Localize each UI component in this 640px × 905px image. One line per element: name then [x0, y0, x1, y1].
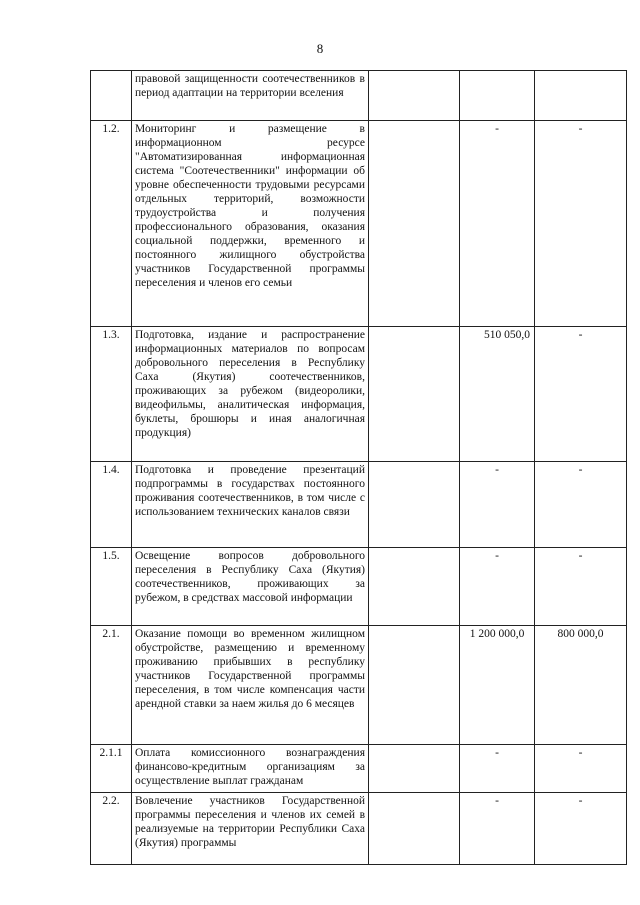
value-cell-1: -: [460, 462, 535, 548]
activity-description-cell: Мониторинг и размещение в информационном ресурсе "Автоматизированная информационная система "Соотечественники" информации об уровне обеспеченности трудовыми ресурсами отдельных территорий, возможности трудоустройства и получения профессионального образования, оказания социальной поддержки, временного и постоянного жилищного обустройства участников Государственной программы переселения и членов его семьи: [132, 121, 369, 327]
row-number-cell: 2.1.: [91, 626, 132, 745]
empty-cell: [369, 462, 460, 548]
table-row: [91, 71, 627, 121]
table-row: [91, 626, 627, 745]
table-row: [91, 121, 627, 327]
value-cell-1: -: [460, 548, 535, 626]
value-cell-1: -: [460, 121, 535, 327]
activity-description-cell: Подготовка и проведение презентаций подпрограммы в государствах постоянного проживания соотечественников, в том числе с использованием технических каналов связи: [132, 462, 369, 548]
row-number-cell: 1.4.: [91, 462, 132, 548]
activity-description-cell: Освещение вопросов добровольного переселения в Республику Саха (Якутия) соотечественников, проживающих за рубежом, в средствах массовой информации: [132, 548, 369, 626]
table-row: [91, 745, 627, 793]
value-cell-2: 800 000,0: [535, 626, 627, 745]
activity-description-cell: Оказание помощи во временном жилищном обустройстве, размещению и временному проживанию прибывших в республику участников Государственной программы переселения, в том числе компенсация части арендной ставки за наем жилья до 6 месяцев: [132, 626, 369, 745]
empty-cell: [369, 745, 460, 793]
activity-description-cell: Оплата комиссионного вознаграждения финансово-кредитным организациям за осуществление выплат гражданам: [132, 745, 369, 793]
value-cell-1: [460, 71, 535, 121]
activity-description-cell: правовой защищенности соотечественников в период адаптации на территории вселения: [132, 71, 369, 121]
table-row: [91, 548, 627, 626]
program-activities-table: [90, 70, 627, 865]
value-cell-1: -: [460, 793, 535, 865]
value-cell-2: [535, 71, 627, 121]
row-number-cell: 2.2.: [91, 793, 132, 865]
value-cell-2: -: [535, 793, 627, 865]
table-row: [91, 462, 627, 548]
table-row: [91, 327, 627, 462]
row-number-cell: 1.2.: [91, 121, 132, 327]
row-number-cell: 2.1.1: [91, 745, 132, 793]
page-number: 8: [316, 41, 324, 56]
activity-description-cell: Подготовка, издание и распространение информационных материалов по вопросам добровольного переселения в Республику Саха (Якутия) соотечественников, проживающих за рубежом (видеоролики, видеофильмы, аналитическая информация, буклеты, брошюры и иная аналогичная продукция): [132, 327, 369, 462]
row-number-cell: [91, 71, 132, 121]
value-cell-2: -: [535, 548, 627, 626]
empty-cell: [369, 626, 460, 745]
value-cell-2: -: [535, 462, 627, 548]
table-row: [91, 793, 627, 865]
value-cell-2: -: [535, 745, 627, 793]
value-cell-2: -: [535, 327, 627, 462]
row-number-cell: 1.5.: [91, 548, 132, 626]
value-cell-1: 510 050,0: [460, 327, 535, 462]
value-cell-1: -: [460, 745, 535, 793]
empty-cell: [369, 71, 460, 121]
value-cell-1: 1 200 000,0: [460, 626, 535, 745]
value-cell-2: -: [535, 121, 627, 327]
empty-cell: [369, 548, 460, 626]
empty-cell: [369, 327, 460, 462]
row-number-cell: 1.3.: [91, 327, 132, 462]
empty-cell: [369, 793, 460, 865]
activity-description-cell: Вовлечение участников Государственной программы переселения и членов их семей в реализуемые на территории Республики Саха (Якутия) программы: [132, 793, 369, 865]
empty-cell: [369, 121, 460, 327]
